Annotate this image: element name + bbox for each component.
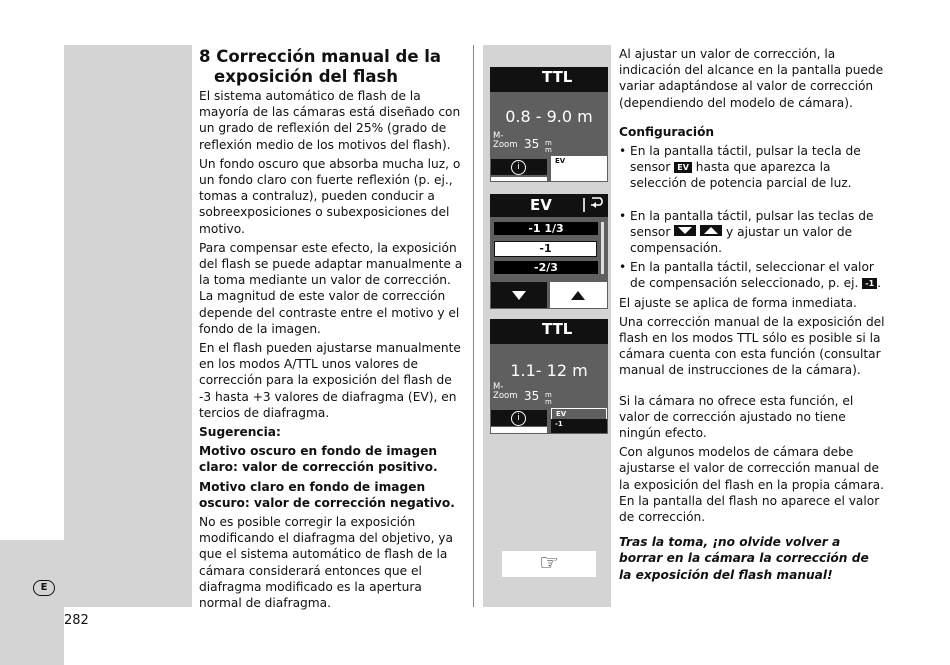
mode-bar bbox=[490, 67, 608, 92]
right-text-column bbox=[619, 46, 885, 586]
info-button[interactable] bbox=[491, 159, 547, 175]
ev-indicator-label: EV bbox=[551, 408, 607, 419]
paragraph-camera-setting: Con algunos modelos de cámara debe ajustarse el valor de corrección manual de la exposición del flash en la propia cámara. En la pantalla del flash no aparece el valor de corrección. bbox=[619, 445, 884, 525]
paragraph-ttl-only: Una corrección manual de la exposición del flash en los modos TTL sólo es posible si la cámara cuenta con esta función (consultar manual de instrucciones de la cámara). bbox=[619, 314, 885, 378]
ev-option[interactable]: -1 1/3 bbox=[494, 222, 598, 235]
language-badge: E bbox=[33, 580, 55, 596]
left-text-column bbox=[199, 88, 467, 614]
ev-indicator-label: EV bbox=[555, 157, 566, 165]
paragraph-immediate: El ajuste se aplica de forma inmediata. bbox=[619, 295, 857, 310]
range-display: 0.8 - 9.0 m bbox=[505, 107, 593, 126]
paragraph-background: Un fondo oscuro que absorba mucha luz, o un fondo claro con fuerte reflexión (p. ej., tomas a contraluz), pueden conducir a sobreexposiciones o subexposiciones del motivo. bbox=[199, 156, 461, 236]
ev-indicator bbox=[551, 156, 607, 181]
ev-option[interactable]: -2/3 bbox=[494, 261, 598, 274]
mode-label: TTL bbox=[542, 68, 573, 86]
page-number: 282 bbox=[64, 613, 89, 628]
section-title bbox=[199, 47, 471, 87]
flash-screen-2 bbox=[490, 319, 608, 434]
zoom-label: M- Zoom bbox=[493, 131, 518, 150]
tip-positive: Motivo oscuro en fondo de imagen claro: valor de corrección positivo. bbox=[199, 444, 438, 475]
info-button[interactable] bbox=[491, 410, 547, 426]
flash-screen-1 bbox=[490, 67, 608, 182]
ev-indicator bbox=[551, 408, 607, 433]
back-arrow-icon[interactable] bbox=[583, 197, 605, 217]
step-1: • En la pantalla táctil, pulsar la tecla de sensor EV hasta que aparezca la selección de potencia parcial de luz. bbox=[619, 143, 885, 192]
tip-negative: Motivo claro en fondo de imagen oscuro: valor de corrección negativo. bbox=[199, 479, 455, 510]
ev-sensor-key: EV bbox=[674, 162, 692, 173]
scrollbar[interactable] bbox=[601, 222, 604, 274]
zoom-label: M- Zoom bbox=[493, 382, 518, 401]
range-display: 1.1- 12 m bbox=[510, 361, 588, 380]
step-2: • En la pantalla táctil, pulsar las teclas de sensor y ajustar un valor de compensación. bbox=[619, 208, 885, 257]
config-heading: Configuración bbox=[619, 124, 715, 139]
column-divider bbox=[473, 45, 474, 607]
up-key-icon bbox=[700, 225, 722, 236]
paragraph-compensation: Para compensar este efecto, la exposición del flash se puede adaptar manualmente a la toma mediante un valor de corrección. La magnitud de este valor de corrección depende del contraste entre el motivo y el fondo de la imagen. bbox=[199, 240, 463, 336]
step-3: • En la pantalla táctil, seleccionar el valor de compensación seleccionado, p. ej. -1 . bbox=[619, 259, 885, 291]
ev-menu-screen bbox=[490, 194, 608, 309]
minus-one-key: -1 bbox=[862, 278, 877, 289]
section-title-line1: 8 Corrección manual de la bbox=[199, 47, 442, 66]
ev-indicator-value: -1 bbox=[555, 420, 563, 428]
triangle-up-icon bbox=[571, 291, 585, 300]
paragraph-range-change: Al ajustar un valor de corrección, la indicación del alcance en la pantalla puede variar adaptándose al valor de corrección (dependiendo del modelo de cámara). bbox=[619, 47, 884, 110]
left-margin-band bbox=[64, 45, 192, 607]
paragraph-range: En el flash pueden ajustarse manualmente en los modos A/TTL unos valores de corrección para la exposición del flash de -3 hasta +3 valores de diafragma (EV), en tercios de diafragma. bbox=[199, 341, 461, 420]
triangle-down-icon bbox=[512, 291, 526, 300]
info-icon: i bbox=[511, 411, 526, 426]
paragraph-no-effect: Si la cámara no ofrece esta función, el valor de corrección ajustado no tiene ningún efecto. bbox=[619, 393, 854, 441]
zoom-unit: m m bbox=[545, 391, 552, 406]
down-button[interactable] bbox=[491, 282, 547, 308]
paragraph-aperture: No es posible corregir la exposición modificando el diafragma del objetivo, ya que el sistema automático de flash de la cámara considerará entonces que el diafragma modificado es la apertura normal de diafragma. bbox=[199, 515, 453, 611]
down-key-icon bbox=[674, 225, 696, 236]
ev-title: EV bbox=[530, 196, 552, 214]
info-icon: i bbox=[511, 160, 526, 175]
mode-label: TTL bbox=[542, 320, 573, 338]
tip-heading: Sugerencia: bbox=[199, 425, 281, 440]
warning-note: Tras la toma, ¡no olvide volver a borrar en la cámara la corrección de la exposición del flash manual! bbox=[619, 535, 869, 582]
ev-title-bar bbox=[490, 194, 608, 217]
section-title-line2: exposición del flash bbox=[214, 67, 399, 86]
up-button[interactable] bbox=[550, 282, 607, 308]
intro-paragraph: El sistema automático de flash de la mayoría de las cámaras está diseñado con un grado de reflexión del 25% (grado de reflexión medio de los motivos del flash). bbox=[199, 89, 461, 152]
zoom-unit: m m bbox=[545, 139, 552, 154]
zoom-value: 35 bbox=[524, 137, 540, 151]
corner-tab bbox=[0, 540, 64, 665]
ev-option-selected[interactable]: -1 bbox=[494, 241, 597, 257]
zoom-value: 35 bbox=[524, 389, 540, 403]
hand-pointer-icon: ☞ bbox=[502, 551, 596, 577]
mode-bar bbox=[490, 319, 608, 344]
